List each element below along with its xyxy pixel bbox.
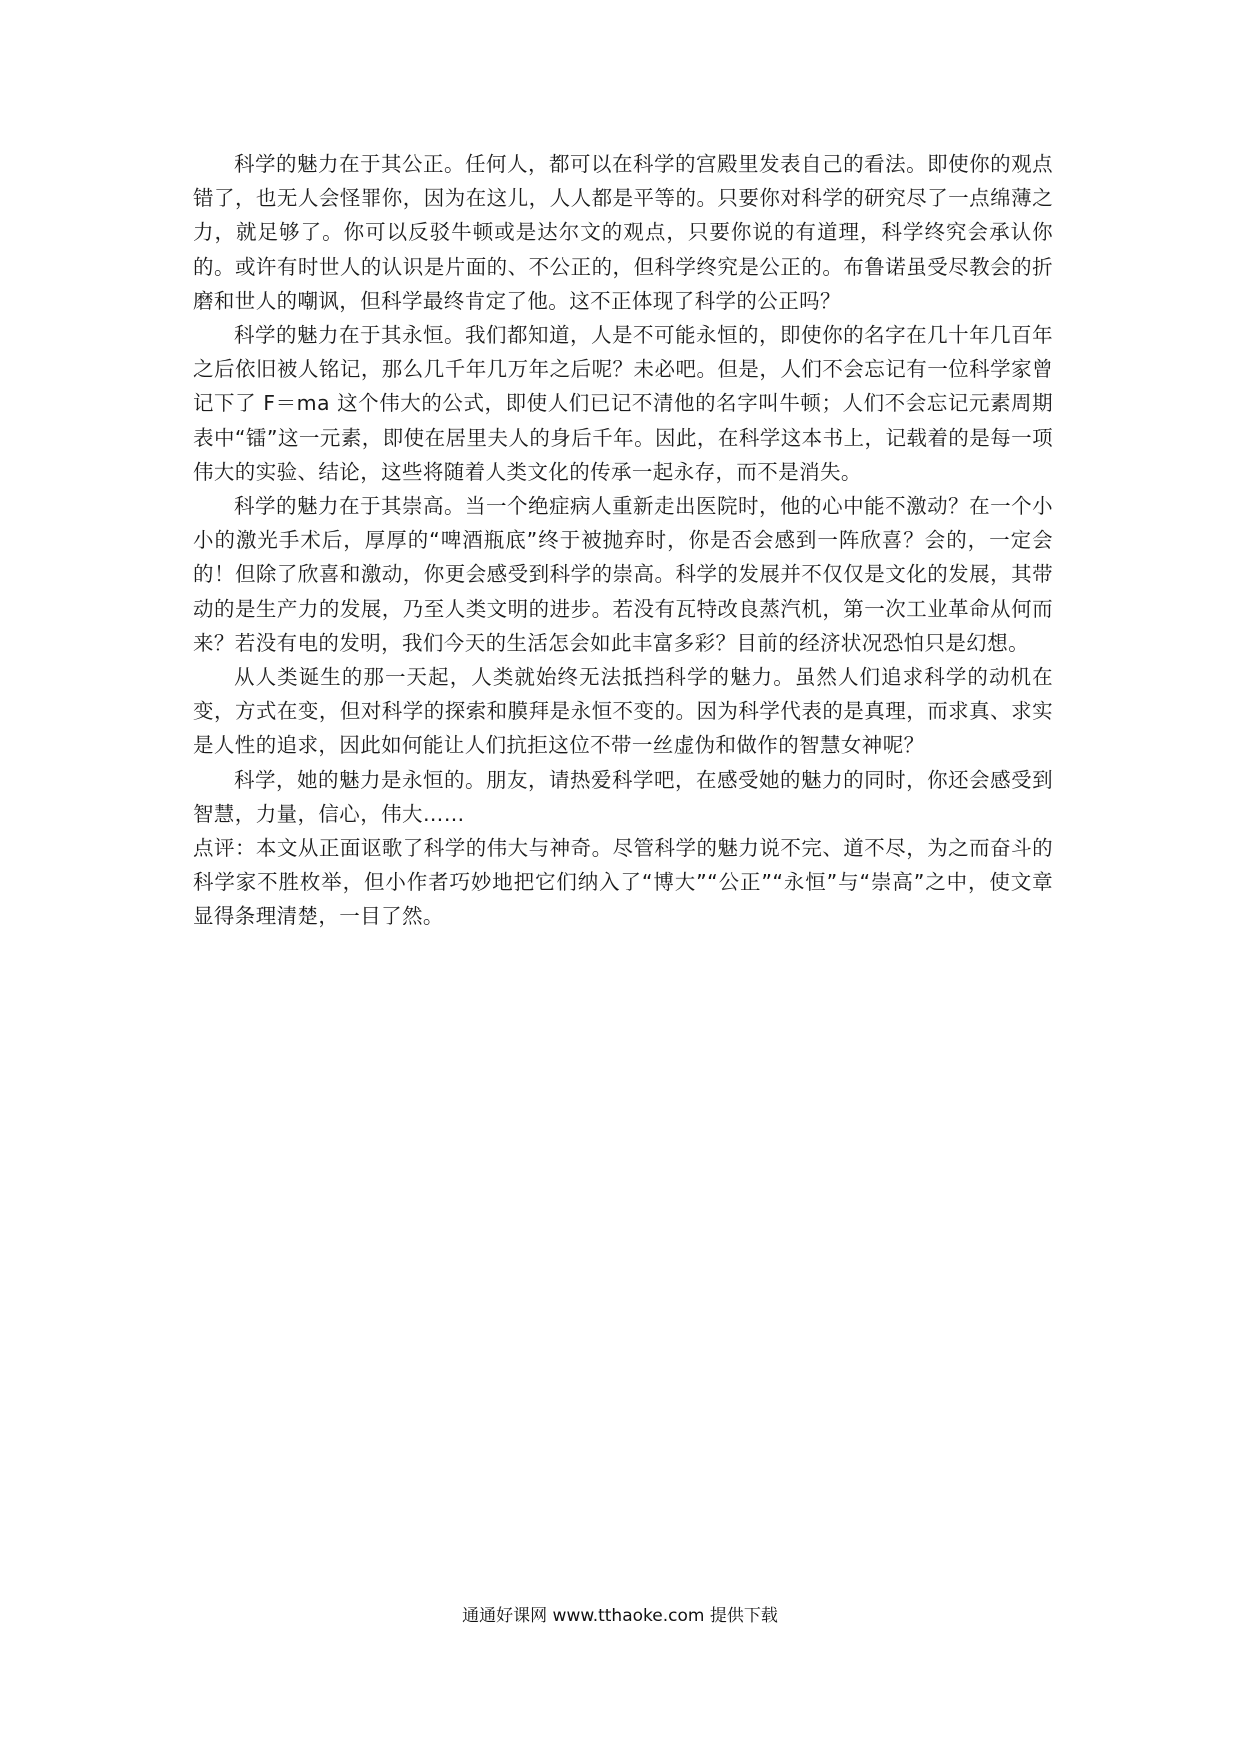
article-body: [193, 147, 1053, 934]
paragraph-nobility: 科学的魅力在于其崇高。当一个绝症病人重新走出医院时，他的心中能不激动？在一个小小的激光手术后，厚厚的“啤酒瓶底”终于被抛弃时，你是否会感到一阵欣喜？会的，一定会的！但除了欣喜和激动，你更会感受到科学的崇高。科学的发展并不仅仅是文化的发展，其带动的是生产力的发展，乃至人类文明的进步。若没有瓦特改良蒸汽机，第一次工业革命从何而来？若没有电的发明，我们今天的生活怎会如此丰富多彩？目前的经济状况恐怕只是幻想。: [193, 494, 1053, 655]
teacher-comment: 点评：本文从正面讴歌了科学的伟大与神奇。尽管科学的魅力说不完、道不尽，为之而奋斗的科学家不胜枚举，但小作者巧妙地把它们纳入了“博大”“公正”“永恒”与“崇高”之中，使文章显得条理清楚，一目了然。: [193, 836, 1053, 929]
paragraph-fairness: 科学的魅力在于其公正。任何人，都可以在科学的宫殿里发表自己的看法。即使你的观点错了，也无人会怪罪你，因为在这儿，人人都是平等的。只要你对科学的研究尽了一点绵薄之力，就足够了。你可以反驳牛顿或是达尔文的观点，只要你说的有道理，科学终究会承认你的。或许有时世人的认识是片面的、不公正的，但科学终究是公正的。布鲁诺虽受尽教会的折磨和世人的嘲讽，但科学最终肯定了他。这不正体现了科学的公正吗？: [193, 152, 1053, 313]
paragraph-eternity: 科学的魅力在于其永恒。我们都知道，人是不可能永恒的，即使你的名字在几十年几百年之后依旧被人铭记，那么几千年几万年之后呢？未必吧。但是，人们不会忘记有一位科学家曾记下了 F＝ma 这个伟大的公式，即使人们已记不清他的名字叫牛顿；人们不会忘记元素周期表中“镭”这一元素，即使在居里夫人的身后千年。因此，在科学这本书上，记载着的是每一项伟大的实验、结论，这些将随着人类文化的传承一起永存，而不是消失。: [193, 323, 1053, 484]
paragraph-conclusion: 科学，她的魅力是永恒的。朋友，请热爱科学吧，在感受她的魅力的同时，你还会感受到智慧，力量，信心，伟大……: [193, 767, 1053, 826]
paragraph-human-pursuit: 从人类诞生的那一天起，人类就始终无法抵挡科学的魅力。虽然人们追求科学的动机在变，方式在变，但对科学的探索和膜拜是永恒不变的。因为科学代表的是真理，而求真、求实是人性的追求，因此如何能让人们抗拒这位不带一丝虚伪和做作的智慧女神呢？: [193, 665, 1053, 758]
page-footer: 通通好课网 www.tthaoke.com 提供下载: [462, 1606, 778, 1626]
